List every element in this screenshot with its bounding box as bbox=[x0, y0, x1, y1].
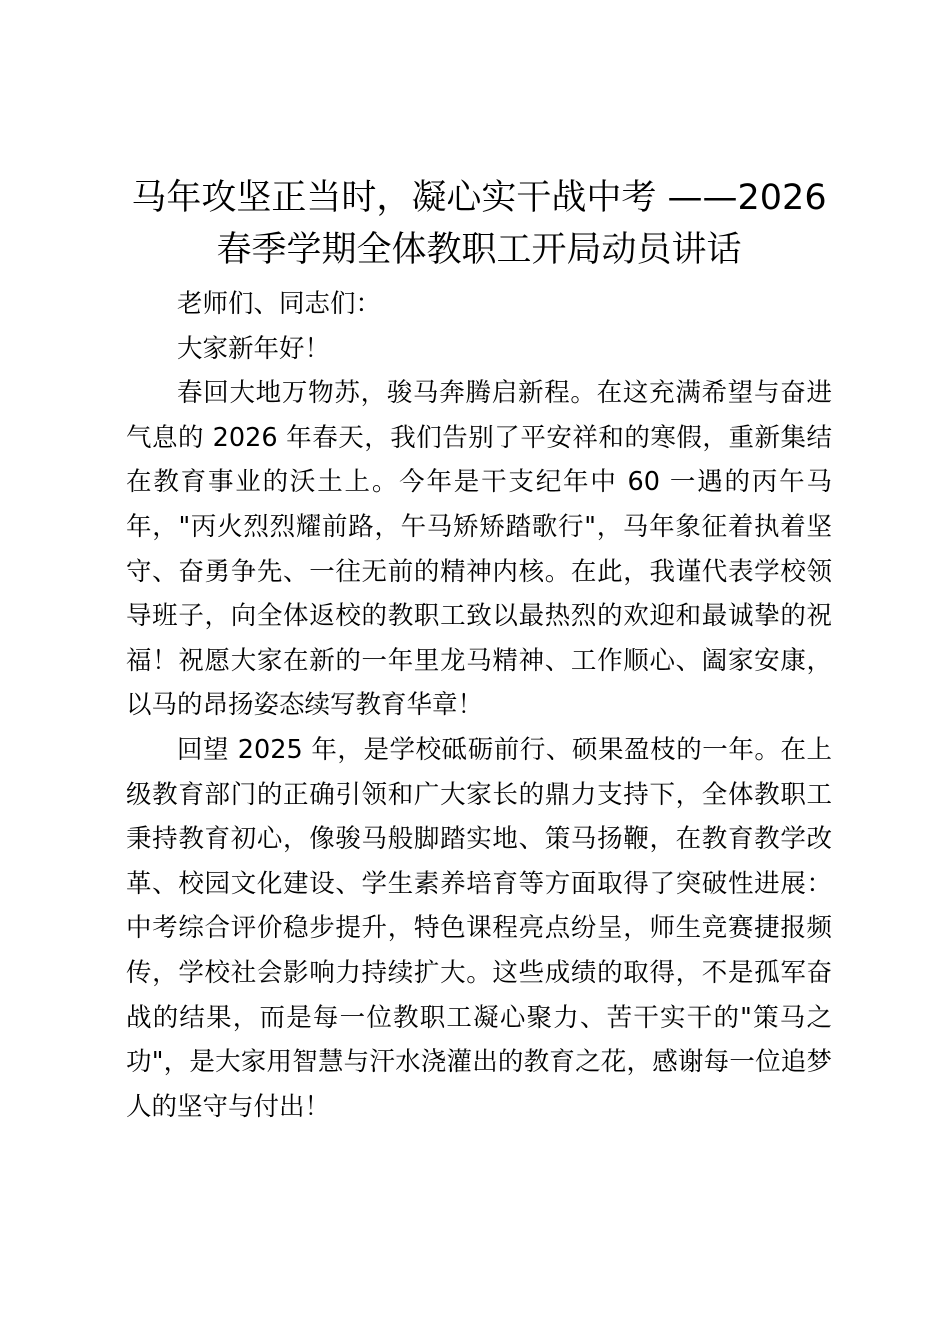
title-line-2: 春季学期全体教职工开局动员讲话 bbox=[216, 230, 742, 270]
document-title bbox=[126, 172, 832, 276]
salutation: 老师们、同志们： bbox=[177, 289, 382, 319]
document-body bbox=[126, 172, 832, 1129]
title-line-1: 马年攻坚正当时，凝心实干战中考 ——2026 bbox=[131, 178, 827, 218]
greeting: 大家新年好！ bbox=[177, 333, 331, 364]
paragraph-2: 回望 2025 年，是学校砥砺前行、硕果盈枝的一年。在上级教育部门的正确引领和广大家长的鼎力支持下，全体教职工秉持教育初心，像骏马般脚踏实地、策马扬鞭，在教育教学改革、校园文化建设、学生素养培育等方面取得了突破性进展：中考综合评价稳步提升，特色课程亮点纷呈，师生竞赛捷报频传，学校社会影响力持续扩大。这些成绩的取得，不是孤军奋战的结果，而是每一位教职工凝心聚力、苦干实干的"策马之功"，是大家用智慧与汗水浇灌出的教育之花，感谢每一位追梦人的坚守与付出！ bbox=[126, 734, 832, 1122]
paragraph-1: 春回大地万物苏，骏马奔腾启新程。在这充满希望与奋进气息的 2026 年春天，我们告别了平安祥和的寒假，重新集结在教育事业的沃土上。今年是干支纪年中 60 一遇的丙午马年，"丙火烈烈耀前路，午马矫矫踏歌行"，马年象征着执着坚守、奋勇争先、一往无前的精神内核。在此，我谨代表学校领导班子，向全体返校的教职工致以最热烈的欢迎和最诚挚的祝福！祝愿大家在新的一年里龙马精神、工作顺心、阖家安康，以马的昂扬姿态续写教育华章！ bbox=[126, 378, 832, 721]
